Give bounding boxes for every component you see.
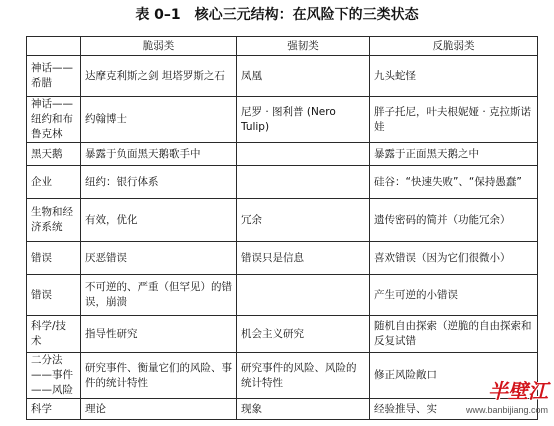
triad-table [26,36,538,420]
table-row [27,242,538,275]
fragile-cell: 指导性研究 [81,316,237,353]
fragile-cell: 达摩克利斯之剑 坦塔罗斯之石 [81,56,237,97]
fragile-cell: 约翰博士 [81,97,237,143]
table-caption [0,4,554,26]
header-cell-blank [27,37,81,56]
row-label-cell: 错误 [27,275,81,316]
robust-cell [237,143,370,166]
antifragile-cell: 暴露于正面黑天鹅之中 [370,143,538,166]
table-row [27,316,538,353]
robust-cell: 凤凰 [237,56,370,97]
table-row [27,166,538,199]
antifragile-cell: 修正风险敞口 [370,353,538,399]
robust-cell: 尼罗 · 图利普 (Nero Tulip) [237,97,370,143]
fragile-cell: 研究事件、衡量它们的风险、事件的统计特性 [81,353,237,399]
robust-cell: 错误只是信息 [237,242,370,275]
row-label-cell: 神话——纽约和布鲁克林 [27,97,81,143]
site-watermark [418,378,548,424]
fragile-cell: 厌恶错误 [81,242,237,275]
row-label-cell: 科学/技术 [27,316,81,353]
antifragile-cell: 经验推导、实 [370,399,538,420]
row-label-cell: 神话——希腊 [27,56,81,97]
header-cell-fragile: 脆弱类 [81,37,237,56]
table-number: 表 0–1 [135,7,181,23]
table-header-row [27,37,538,56]
robust-cell [237,275,370,316]
table-row [27,275,538,316]
fragile-cell: 纽约：银行体系 [81,166,237,199]
watermark-logo: 半壁江 [488,379,548,403]
antifragile-cell: 产生可逆的小错误 [370,275,538,316]
fragile-cell: 不可逆的、严重（但罕见）的错误，崩溃 [81,275,237,316]
antifragile-cell: 喜欢错误（因为它们很微小） [370,242,538,275]
header-cell-robust: 强韧类 [237,37,370,56]
row-label-cell: 错误 [27,242,81,275]
table-title: 核心三元结构：在风险下的三类状态 [194,7,419,23]
table-row [27,199,538,242]
robust-cell: 冗余 [237,199,370,242]
antifragile-cell: 随机自由探索（逆脆的自由探索和反复试错 [370,316,538,353]
row-label-cell: 科学 [27,399,81,420]
row-label-cell: 二分法——事件——风险 [27,353,81,399]
fragile-cell: 暴露于负面黑天鹅歌手中 [81,143,237,166]
fragile-cell: 理论 [81,399,237,420]
fragile-cell: 有效，优化 [81,199,237,242]
robust-cell: 机会主义研究 [237,316,370,353]
watermark-url: www.banbijiang.com [465,405,548,415]
row-label-cell: 生物和经济系统 [27,199,81,242]
robust-cell: 现象 [237,399,370,420]
table-row [27,56,538,97]
header-cell-antifragile: 反脆弱类 [370,37,538,56]
robust-cell: 研究事件的风险、风险的统计特性 [237,353,370,399]
row-label-cell: 黑天鹅 [27,143,81,166]
robust-cell [237,166,370,199]
antifragile-cell: 胖子托尼，叶夫根妮娅 · 克拉斯诺娃 [370,97,538,143]
antifragile-cell: 遗传密码的简并（功能冗余） [370,199,538,242]
antifragile-cell: 九头蛇怪 [370,56,538,97]
antifragile-cell: 硅谷：“快速失败”、“保持愚蠢” [370,166,538,199]
row-label-cell: 企业 [27,166,81,199]
table-row [27,143,538,166]
table-row [27,97,538,143]
